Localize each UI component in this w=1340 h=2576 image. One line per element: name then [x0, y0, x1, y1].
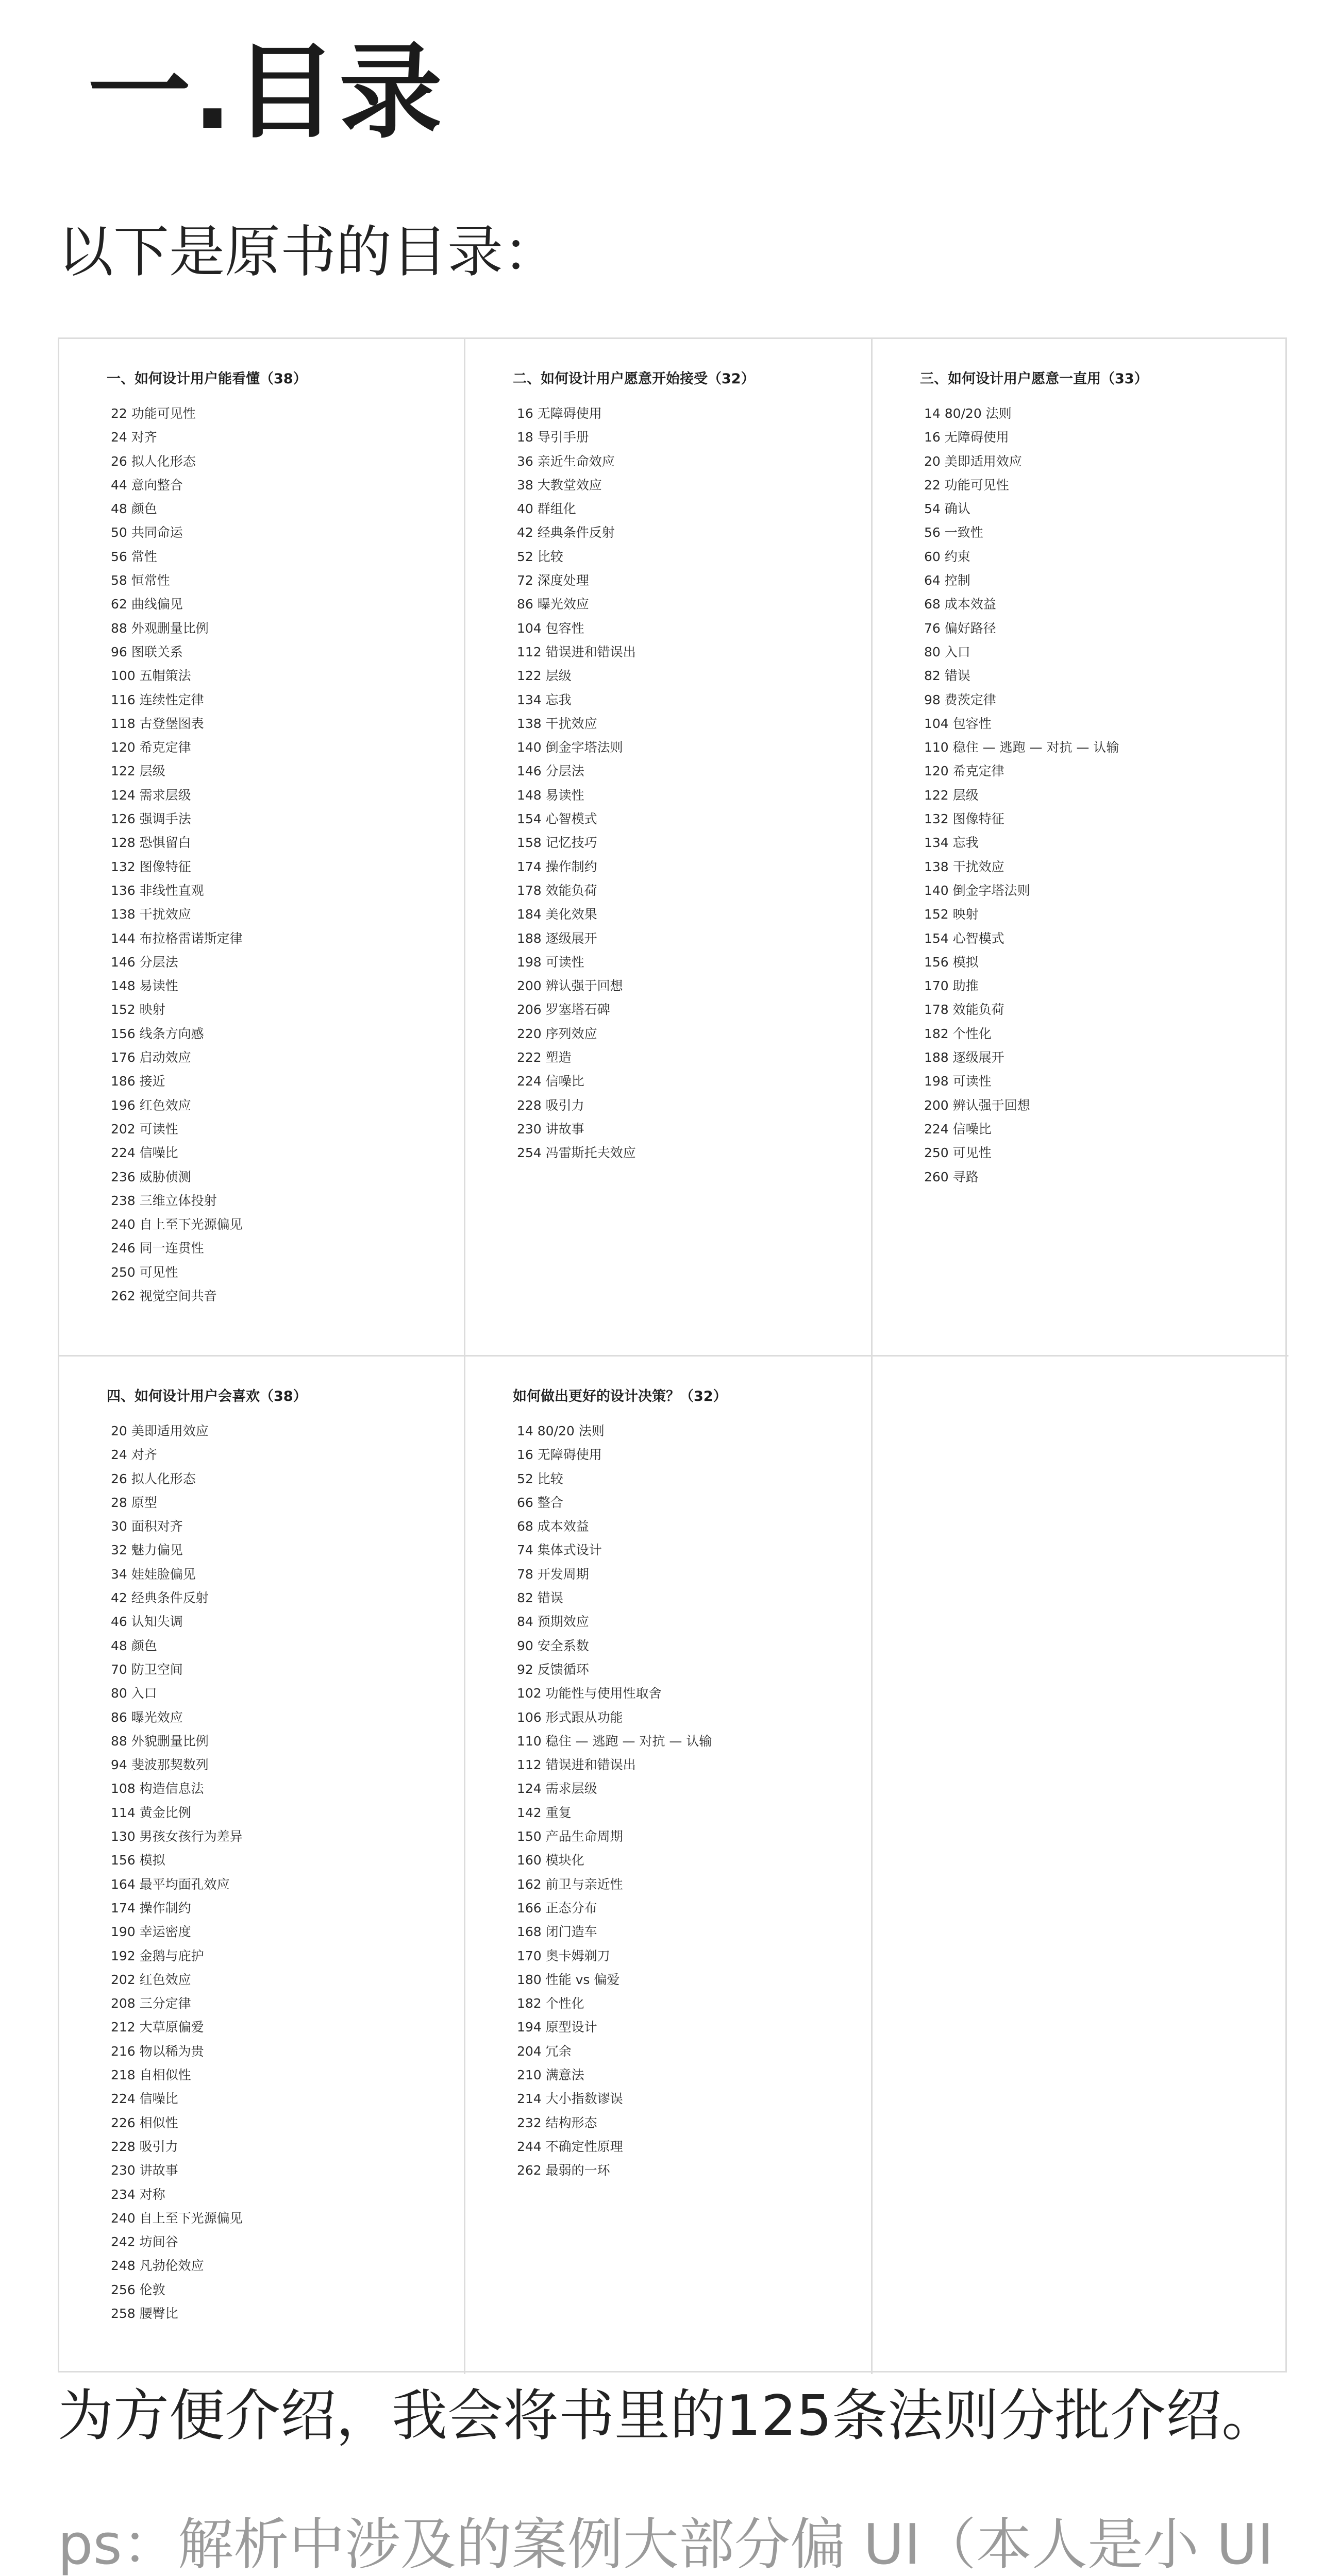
toc-entry: 240 自上至下光源偏见: [111, 2210, 243, 2226]
toc-entry: 178 效能负荷: [517, 883, 597, 898]
toc-entry: 116 连续性定律: [111, 692, 204, 707]
toc-section-title: 四、如何设计用户会喜欢（38）: [107, 1388, 307, 1404]
toc-entry: 200 辨认强于回想: [517, 978, 623, 994]
toc-entry: 100 五帽策法: [111, 668, 191, 684]
toc-entry: 164 最平均面孔效应: [111, 1876, 230, 1892]
toc-entry: 62 曲线偏见: [111, 597, 183, 612]
toc-entry: 162 前卫与亲近性: [517, 1876, 623, 1892]
toc-entry: 204 冗余: [517, 2043, 572, 2059]
toc-entry: 174 操作制约: [111, 1900, 191, 1916]
toc-entry: 170 奥卡姆剃刀: [517, 1948, 610, 1963]
toc-entry: 114 黄金比例: [111, 1805, 191, 1820]
toc-entry: 140 倒金字塔法则: [517, 740, 623, 755]
toc-cell: [465, 1357, 873, 2374]
toc-entry: 168 闭门造车: [517, 1924, 597, 1940]
toc-entry: 158 记忆技巧: [517, 835, 597, 851]
toc-entry: 24 对齐: [111, 1447, 157, 1463]
toc-entry: 138 干扰效应: [924, 859, 1004, 874]
toc-section-title: 如何做出更好的设计决策？（32）: [513, 1388, 727, 1404]
toc-entry: 188 逐级展开: [924, 1050, 1004, 1065]
toc-entry: 32 魅力偏见: [111, 1543, 183, 1558]
toc-entry: 238 三维立体投射: [111, 1193, 217, 1208]
toc-entry: 198 可读性: [924, 1074, 992, 1089]
toc-entry: 142 重复: [517, 1805, 572, 1820]
toc-entry-list: [517, 1419, 856, 2183]
toc-entry: 102 功能性与使用性取舍: [517, 1686, 662, 1701]
toc-entry: 152 映射: [111, 1002, 165, 1018]
toc-entry: 132 图像特征: [111, 859, 191, 874]
toc-entry: 154 心智模式: [924, 930, 1004, 946]
toc-entry: 122 层级: [517, 668, 572, 684]
toc-entry: 230 讲故事: [111, 2163, 178, 2178]
toc-entry: 152 映射: [924, 907, 979, 922]
toc-entry: 128 恐惧留白: [111, 835, 191, 851]
toc-entry: 176 启动效应: [111, 1050, 191, 1065]
toc-entry: 78 开发周期: [517, 1566, 589, 1582]
toc-entry: 148 易读性: [517, 787, 584, 803]
toc-entry: 156 模拟: [111, 1853, 165, 1868]
toc-entry: 80 入口: [924, 644, 970, 659]
toc-entry: 22 功能可见性: [111, 406, 196, 421]
toc-entry: 30 面积对齐: [111, 1519, 183, 1534]
toc-entry: 84 预期效应: [517, 1614, 589, 1630]
toc-entry-list: [111, 1419, 448, 2326]
toc-entry: 104 包容性: [517, 620, 584, 636]
toc-entry: 110 稳住 — 逃跑 — 对抗 — 认输: [517, 1733, 712, 1749]
toc-entry: 134 忘我: [924, 835, 979, 851]
toc-entry: 224 信噪比: [924, 1121, 992, 1137]
toc-entry: 248 凡勃伦效应: [111, 2258, 204, 2274]
toc-cell-empty: [873, 1357, 1288, 2374]
toc-entry: 112 错误进和错误出: [517, 1757, 636, 1773]
toc-entry: 156 线条方向感: [111, 1026, 204, 1041]
toc-entry: 70 防卫空间: [111, 1662, 183, 1677]
toc-entry: 198 可读性: [517, 954, 584, 970]
toc-entry: 146 分层法: [111, 954, 178, 970]
toc-entry: 68 成本效益: [924, 597, 996, 612]
toc-entry: 40 群组化: [517, 501, 576, 517]
toc-entry: 56 一致性: [924, 525, 983, 540]
toc-entry-list: [924, 402, 1273, 1189]
toc-entry: 154 心智模式: [517, 811, 597, 827]
toc-cell: [59, 1357, 465, 2374]
toc-entry: 38 大教堂效应: [517, 477, 602, 493]
toc-entry: 54 确认: [924, 501, 970, 517]
footer-note: 为方便介绍，我会将书里的125条法则分批介绍。: [58, 2384, 1278, 2448]
toc-entry: 58 恒常性: [111, 573, 170, 588]
toc-entry: 150 产品生命周期: [517, 1829, 623, 1844]
toc-entry: 120 希克定律: [111, 740, 191, 755]
toc-entry: 124 需求层级: [517, 1781, 597, 1797]
toc-entry: 236 威胁侦测: [111, 1169, 191, 1184]
toc-entry: 202 红色效应: [111, 1972, 191, 1987]
toc-entry: 182 个性化: [924, 1026, 992, 1041]
toc-entry: 240 自上至下光源偏见: [111, 1217, 243, 1232]
toc-entry: 42 经典条件反射: [517, 525, 615, 540]
toc-entry: 22 功能可见性: [924, 477, 1009, 493]
toc-entry: 234 对称: [111, 2187, 165, 2202]
page-heading: 一.目录: [88, 32, 444, 152]
toc-entry: 202 可读性: [111, 1121, 178, 1137]
toc-entry: 42 经典条件反射: [111, 1590, 209, 1606]
toc-entry: 94 斐波那契数列: [111, 1757, 209, 1773]
toc-entry: 82 错误: [924, 668, 970, 684]
toc-entry: 36 亲近生命效应: [517, 453, 615, 469]
toc-entry: 250 可见性: [924, 1145, 992, 1161]
toc-entry: 222 塑造: [517, 1050, 572, 1065]
toc-entry: 214 大小指数谬误: [517, 2091, 623, 2107]
toc-cell: [873, 339, 1288, 1357]
toc-entry: 68 成本效益: [517, 1519, 589, 1534]
toc-entry: 76 偏好路径: [924, 620, 996, 636]
toc-entry: 196 红色效应: [111, 1097, 191, 1113]
toc-entry: 242 坊间谷: [111, 2234, 178, 2250]
toc-entry: 250 可见性: [111, 1264, 178, 1280]
toc-entry: 52 比较: [517, 549, 563, 564]
toc-entry: 206 罗塞塔石碑: [517, 1002, 610, 1018]
toc-entry-list: [517, 402, 856, 1165]
toc-entry: 258 腰臀比: [111, 2306, 178, 2321]
toc-entry: 20 美即适用效应: [111, 1423, 209, 1438]
toc-entry: 134 忘我: [517, 692, 572, 707]
toc-entry: 174 操作制约: [517, 859, 597, 874]
toc-entry: 50 共同命运: [111, 525, 183, 540]
toc-entry: 120 希克定律: [924, 764, 1004, 779]
toc-entry: 18 导引手册: [517, 430, 589, 445]
toc-entry: 112 错误进和错误出: [517, 644, 636, 659]
toc-entry: 118 古登堡图表: [111, 716, 204, 731]
toc-entry: 244 不确定性原理: [517, 2139, 623, 2154]
toc-entry: 122 层级: [111, 764, 165, 779]
toc-entry: 86 曝光效应: [111, 1709, 183, 1725]
toc-entry: 182 个性化: [517, 1996, 584, 2011]
toc-entry: 170 助推: [924, 978, 979, 994]
toc-entry: 122 层级: [924, 787, 979, 803]
toc-entry: 208 三分定律: [111, 1996, 191, 2011]
toc-entry: 108 构造信息法: [111, 1781, 204, 1797]
toc-entry: 48 颜色: [111, 501, 157, 517]
toc-entry: 90 安全系数: [517, 1638, 589, 1653]
toc-entry: 224 信噪比: [517, 1074, 584, 1089]
toc-entry: 104 包容性: [924, 716, 992, 731]
toc-entry: 126 强调手法: [111, 811, 191, 827]
toc-entry: 14 80/20 法则: [924, 406, 1012, 421]
toc-entry: 220 序列效应: [517, 1026, 597, 1041]
toc-entry: 156 模拟: [924, 954, 979, 970]
toc-entry: 88 外观删量比例: [111, 620, 209, 636]
toc-entry: 110 稳住 — 逃跑 — 对抗 — 认输: [924, 740, 1119, 755]
toc-entry: 246 同一连贯性: [111, 1241, 204, 1256]
toc-entry: 124 需求层级: [111, 787, 191, 803]
toc-entry: 16 无障碍使用: [517, 1447, 602, 1463]
toc-entry: 254 冯雷斯托夫效应: [517, 1145, 636, 1161]
toc-entry: 74 集体式设计: [517, 1543, 602, 1558]
toc-entry: 144 布拉格雷诺斯定律: [111, 930, 243, 946]
toc-entry: 130 男孩女孩行为差异: [111, 1829, 243, 1844]
toc-entry: 216 物以稀为贵: [111, 2043, 204, 2059]
toc-entry: 262 视觉空间共音: [111, 1288, 217, 1303]
toc-entry: 228 吸引力: [111, 2139, 178, 2154]
toc-entry: 106 形式跟从功能: [517, 1709, 623, 1725]
toc-entry: 16 无障碍使用: [924, 430, 1009, 445]
toc-entry: 178 效能负荷: [924, 1002, 1004, 1018]
toc-cell: [59, 339, 465, 1357]
toc-entry: 24 对齐: [111, 430, 157, 445]
toc-entry: 224 信噪比: [111, 1145, 178, 1161]
toc-entry: 20 美即适用效应: [924, 453, 1022, 469]
toc-entry: 136 非线性直观: [111, 883, 204, 898]
toc-entry: 66 整合: [517, 1495, 563, 1510]
toc-entry: 46 认知失调: [111, 1614, 183, 1630]
toc-entry: 48 颜色: [111, 1638, 157, 1653]
toc-entry: 194 原型设计: [517, 2020, 597, 2035]
toc-entry: 166 正态分布: [517, 1900, 597, 1916]
toc-entry: 72 深度处理: [517, 573, 589, 588]
toc-entry: 86 曝光效应: [517, 597, 589, 612]
toc-entry: 228 吸引力: [517, 1097, 584, 1113]
toc-entry: 60 约束: [924, 549, 970, 564]
toc-entry: 186 接近: [111, 1074, 165, 1089]
toc-table: [58, 337, 1287, 2372]
toc-entry: 256 伦敦: [111, 2282, 165, 2297]
toc-entry: 28 原型: [111, 1495, 157, 1510]
toc-entry: 192 金鹅与庇护: [111, 1948, 204, 1963]
toc-section-title: 二、如何设计用户愿意开始接受（32）: [513, 371, 755, 387]
toc-cell: [465, 339, 873, 1357]
toc-entry: 92 反馈循环: [517, 1662, 589, 1677]
toc-entry: 262 最弱的一环: [517, 2163, 610, 2178]
toc-entry: 132 图像特征: [924, 811, 1004, 827]
toc-entry: 212 大草原偏爱: [111, 2020, 204, 2035]
toc-entry: 232 结构形态: [517, 2115, 597, 2130]
toc-entry: 218 自相似性: [111, 2067, 191, 2083]
toc-entry: 160 模块化: [517, 1853, 584, 1868]
toc-entry: 210 满意法: [517, 2067, 584, 2083]
toc-entry: 80 入口: [111, 1686, 157, 1701]
toc-entry: 260 寻路: [924, 1169, 979, 1184]
toc-entry: 200 辨认强于回想: [924, 1097, 1030, 1113]
toc-entry: 34 娃娃脸偏见: [111, 1566, 196, 1582]
toc-entry: 138 干扰效应: [111, 907, 191, 922]
toc-entry: 26 拟人化形态: [111, 453, 196, 469]
toc-entry: 148 易读性: [111, 978, 178, 994]
toc-section-title: 一、如何设计用户能看懂（38）: [107, 371, 307, 387]
toc-entry: 26 拟人化形态: [111, 1471, 196, 1486]
toc-entry: 14 80/20 法则: [517, 1423, 605, 1438]
toc-entry: 138 干扰效应: [517, 716, 597, 731]
toc-entry: 184 美化效果: [517, 907, 597, 922]
toc-entry: 96 图联关系: [111, 644, 183, 659]
toc-entry: 64 控制: [924, 573, 970, 588]
toc-entry: 146 分层法: [517, 764, 584, 779]
toc-entry: 180 性能 vs 偏爱: [517, 1972, 620, 1987]
toc-section-title: 三、如何设计用户愿意一直用（33）: [920, 371, 1148, 387]
toc-entry: 140 倒金字塔法则: [924, 883, 1030, 898]
ps-note-line-1: ps：解析中涉及的案例大部分偏 UI（本人是小 UI: [58, 2513, 1274, 2576]
toc-entry: 88 外貌删量比例: [111, 1733, 209, 1749]
toc-entry: 52 比较: [517, 1471, 563, 1486]
toc-entry: 16 无障碍使用: [517, 406, 602, 421]
toc-entry: 224 信噪比: [111, 2091, 178, 2107]
intro-text: 以下是原书的目录：: [58, 220, 559, 284]
toc-entry: 82 错误: [517, 1590, 563, 1606]
toc-entry: 98 费茨定律: [924, 692, 996, 707]
toc-entry: 188 逐级展开: [517, 930, 597, 946]
toc-entry: 226 相似性: [111, 2115, 178, 2130]
toc-entry: 44 意向整合: [111, 477, 183, 493]
toc-entry: 190 幸运密度: [111, 1924, 191, 1940]
toc-entry-list: [111, 402, 448, 1308]
toc-entry: 230 讲故事: [517, 1121, 584, 1137]
toc-entry: 56 常性: [111, 549, 157, 564]
